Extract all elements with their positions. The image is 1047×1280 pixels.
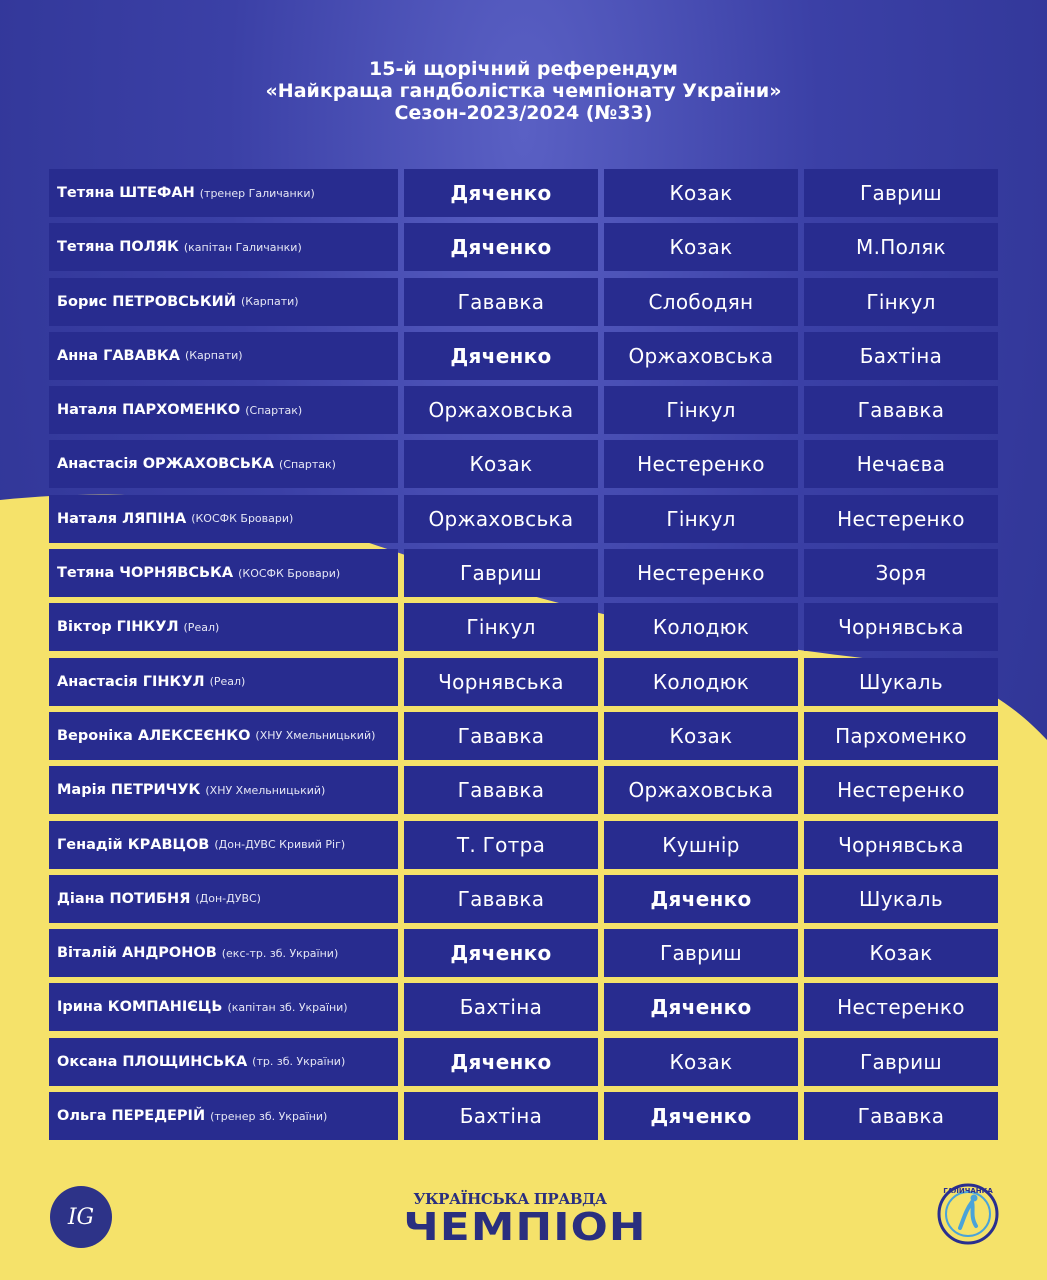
voter-cell xyxy=(49,386,398,434)
voter-cell xyxy=(49,1038,398,1086)
vote-place-2: Колодюк xyxy=(604,603,798,651)
vote-place-3: Нестеренко xyxy=(804,766,998,814)
voter-name: Тетяна ЧОРНЯВСЬКА xyxy=(57,565,234,582)
vote-place-3: Зоря xyxy=(804,549,998,597)
voter-name: Ірина КОМПАНІЄЦЬ xyxy=(57,999,223,1016)
vote-place-2: Козак xyxy=(604,223,798,271)
voter-team: (Спартак) xyxy=(245,403,303,417)
voter-cell xyxy=(49,603,398,651)
vote-place-1: Дяченко xyxy=(404,929,598,977)
vote-place-2: Оржаховська xyxy=(604,766,798,814)
vote-place-2: Козак xyxy=(604,712,798,760)
table-row xyxy=(49,1092,998,1140)
vote-place-3: Гінкул xyxy=(804,278,998,326)
voter-team: (капітан зб. України) xyxy=(227,1000,348,1014)
table-row xyxy=(49,929,998,977)
vote-place-1: Козак xyxy=(404,440,598,488)
vote-place-1: Дяченко xyxy=(404,332,598,380)
voter-name: Анастасія ГІНКУЛ xyxy=(57,673,205,690)
vote-place-1: Дяченко xyxy=(404,169,598,217)
vote-place-1: Чорнявська xyxy=(404,658,598,706)
ig-logo xyxy=(50,1186,112,1248)
voter-team: (Карпати) xyxy=(240,295,299,309)
votes-table xyxy=(49,169,998,1146)
voter-name: Генадій КРАВЦОВ xyxy=(57,836,210,853)
vote-place-2: Оржаховська xyxy=(604,332,798,380)
voter-team: (ХНУ Хмельницький) xyxy=(255,729,376,743)
table-row xyxy=(49,495,998,543)
vote-place-2: Дяченко xyxy=(604,875,798,923)
voter-team: (Реал) xyxy=(209,675,246,689)
voter-cell xyxy=(49,440,398,488)
vote-place-3: Гавриш xyxy=(804,169,998,217)
vote-place-2: Козак xyxy=(604,169,798,217)
voter-cell xyxy=(49,1092,398,1140)
vote-place-2: Слободян xyxy=(604,278,798,326)
voter-name: Тетяна ПОЛЯК xyxy=(57,239,179,256)
table-row xyxy=(49,386,998,434)
table-row xyxy=(49,603,998,651)
voter-team: (ХНУ Хмельницький) xyxy=(205,783,326,797)
vote-place-1: Гававка xyxy=(404,712,598,760)
title-line-1: 15-й щорічний референдум xyxy=(369,58,678,80)
table-row xyxy=(49,983,998,1031)
halychanka-logo xyxy=(936,1182,1000,1246)
vote-place-3: Гававка xyxy=(804,1092,998,1140)
voter-cell xyxy=(49,821,398,869)
voter-team: (Спартак) xyxy=(278,457,336,471)
vote-place-1: Оржаховська xyxy=(404,386,598,434)
vote-place-3: Пархоменко xyxy=(804,712,998,760)
champion-logo xyxy=(380,1190,670,1250)
voter-team: (КОСФК Бровари) xyxy=(238,566,341,580)
vote-place-3: Шукаль xyxy=(804,875,998,923)
voter-cell xyxy=(49,549,398,597)
voter-name: Вероніка АЛЕКСЕЄНКО xyxy=(57,727,251,744)
voter-team: (екс-тр. зб. України) xyxy=(221,946,339,960)
vote-place-3: М.Поляк xyxy=(804,223,998,271)
vote-place-2: Гавриш xyxy=(604,929,798,977)
page-title xyxy=(0,58,1047,124)
voter-team: (тренер зб. України) xyxy=(210,1109,328,1123)
vote-place-3: Нечаєва xyxy=(804,440,998,488)
voter-cell xyxy=(49,929,398,977)
voter-cell xyxy=(49,278,398,326)
vote-place-2: Гінкул xyxy=(604,386,798,434)
voter-team: (Дон-ДУВС) xyxy=(195,892,261,906)
vote-place-2: Нестеренко xyxy=(604,549,798,597)
vote-place-1: Т. Готра xyxy=(404,821,598,869)
halychanka-logo-text: ГАЛИЧАНКА xyxy=(943,1187,993,1195)
voter-name: Віктор ГІНКУЛ xyxy=(57,619,179,636)
vote-place-2: Козак xyxy=(604,1038,798,1086)
voter-cell xyxy=(49,169,398,217)
vote-place-1: Бахтіна xyxy=(404,983,598,1031)
vote-place-2: Дяченко xyxy=(604,983,798,1031)
voter-name: Наталя ПАРХОМЕНКО xyxy=(57,402,241,419)
champion-logo-title: ЧЕМПІОН xyxy=(403,1205,647,1249)
table-row xyxy=(49,278,998,326)
voter-name: Віталій АНДРОНОВ xyxy=(57,945,217,962)
table-row xyxy=(49,440,998,488)
vote-place-1: Гававка xyxy=(404,766,598,814)
vote-place-1: Оржаховська xyxy=(404,495,598,543)
voter-cell xyxy=(49,875,398,923)
vote-place-1: Дяченко xyxy=(404,1038,598,1086)
voter-name: Ольга ПЕРЕДЕРІЙ xyxy=(57,1108,206,1125)
voter-name: Тетяна ШТЕФАН xyxy=(57,185,195,201)
voter-name: Наталя ЛЯПІНА xyxy=(57,510,187,527)
table-row xyxy=(49,1038,998,1086)
voter-name: Марія ПЕТРИЧУК xyxy=(57,782,201,799)
voter-team: (тр. зб. України) xyxy=(252,1055,346,1069)
table-row xyxy=(49,821,998,869)
vote-place-1: Бахтіна xyxy=(404,1092,598,1140)
vote-place-1: Гавриш xyxy=(404,549,598,597)
vote-place-3: Бахтіна xyxy=(804,332,998,380)
ig-logo-text: IG xyxy=(67,1204,95,1230)
voter-cell xyxy=(49,223,398,271)
voter-cell xyxy=(49,983,398,1031)
voter-team: (Дон-ДУВС Кривий Ріг) xyxy=(214,838,346,852)
vote-place-1: Гававка xyxy=(404,875,598,923)
vote-place-3: Гавриш xyxy=(804,1038,998,1086)
voter-team: (Реал) xyxy=(183,620,220,634)
vote-place-3: Шукаль xyxy=(804,658,998,706)
vote-place-2: Колодюк xyxy=(604,658,798,706)
voter-team: (КОСФК Бровари) xyxy=(191,512,294,526)
title-line-2: «Найкраща гандболістка чемпіонату України» xyxy=(265,80,782,102)
table-row xyxy=(49,169,998,217)
table-row xyxy=(49,332,998,380)
champion-logo-subtitle: УКРАЇНСЬКА ПРАВДА xyxy=(413,1190,607,1208)
voter-name: Діана ПОТИБНЯ xyxy=(57,890,191,907)
table-row xyxy=(49,658,998,706)
vote-place-3: Чорнявська xyxy=(804,821,998,869)
vote-place-2: Дяченко xyxy=(604,1092,798,1140)
voter-name: Анастасія ОРЖАХОВСЬКА xyxy=(57,456,274,473)
voter-team: (тренер Галичанки) xyxy=(199,186,315,200)
vote-place-1: Гінкул xyxy=(404,603,598,651)
voter-cell xyxy=(49,712,398,760)
voter-cell xyxy=(49,658,398,706)
vote-place-1: Гававка xyxy=(404,278,598,326)
voter-name: Оксана ПЛОЩИНСЬКА xyxy=(57,1053,248,1070)
vote-place-1: Дяченко xyxy=(404,223,598,271)
vote-place-2: Кушнір xyxy=(604,821,798,869)
vote-place-3: Нестеренко xyxy=(804,495,998,543)
table-row xyxy=(49,549,998,597)
vote-place-2: Нестеренко xyxy=(604,440,798,488)
table-row xyxy=(49,712,998,760)
vote-place-3: Нестеренко xyxy=(804,983,998,1031)
voter-cell xyxy=(49,766,398,814)
voter-cell xyxy=(49,495,398,543)
voter-team: (капітан Галичанки) xyxy=(183,240,302,254)
vote-place-3: Чорнявська xyxy=(804,603,998,651)
voter-cell xyxy=(49,332,398,380)
table-row xyxy=(49,766,998,814)
vote-place-3: Козак xyxy=(804,929,998,977)
voter-name: Борис ПЕТРОВСЬКИЙ xyxy=(57,293,236,310)
title-line-3: Сезон-2023/2024 (№33) xyxy=(394,102,653,124)
table-row xyxy=(49,875,998,923)
table-row xyxy=(49,223,998,271)
voter-name: Анна ГАВАВКА xyxy=(57,347,180,364)
vote-place-3: Гававка xyxy=(804,386,998,434)
vote-place-2: Гінкул xyxy=(604,495,798,543)
voter-team: (Карпати) xyxy=(184,349,243,363)
